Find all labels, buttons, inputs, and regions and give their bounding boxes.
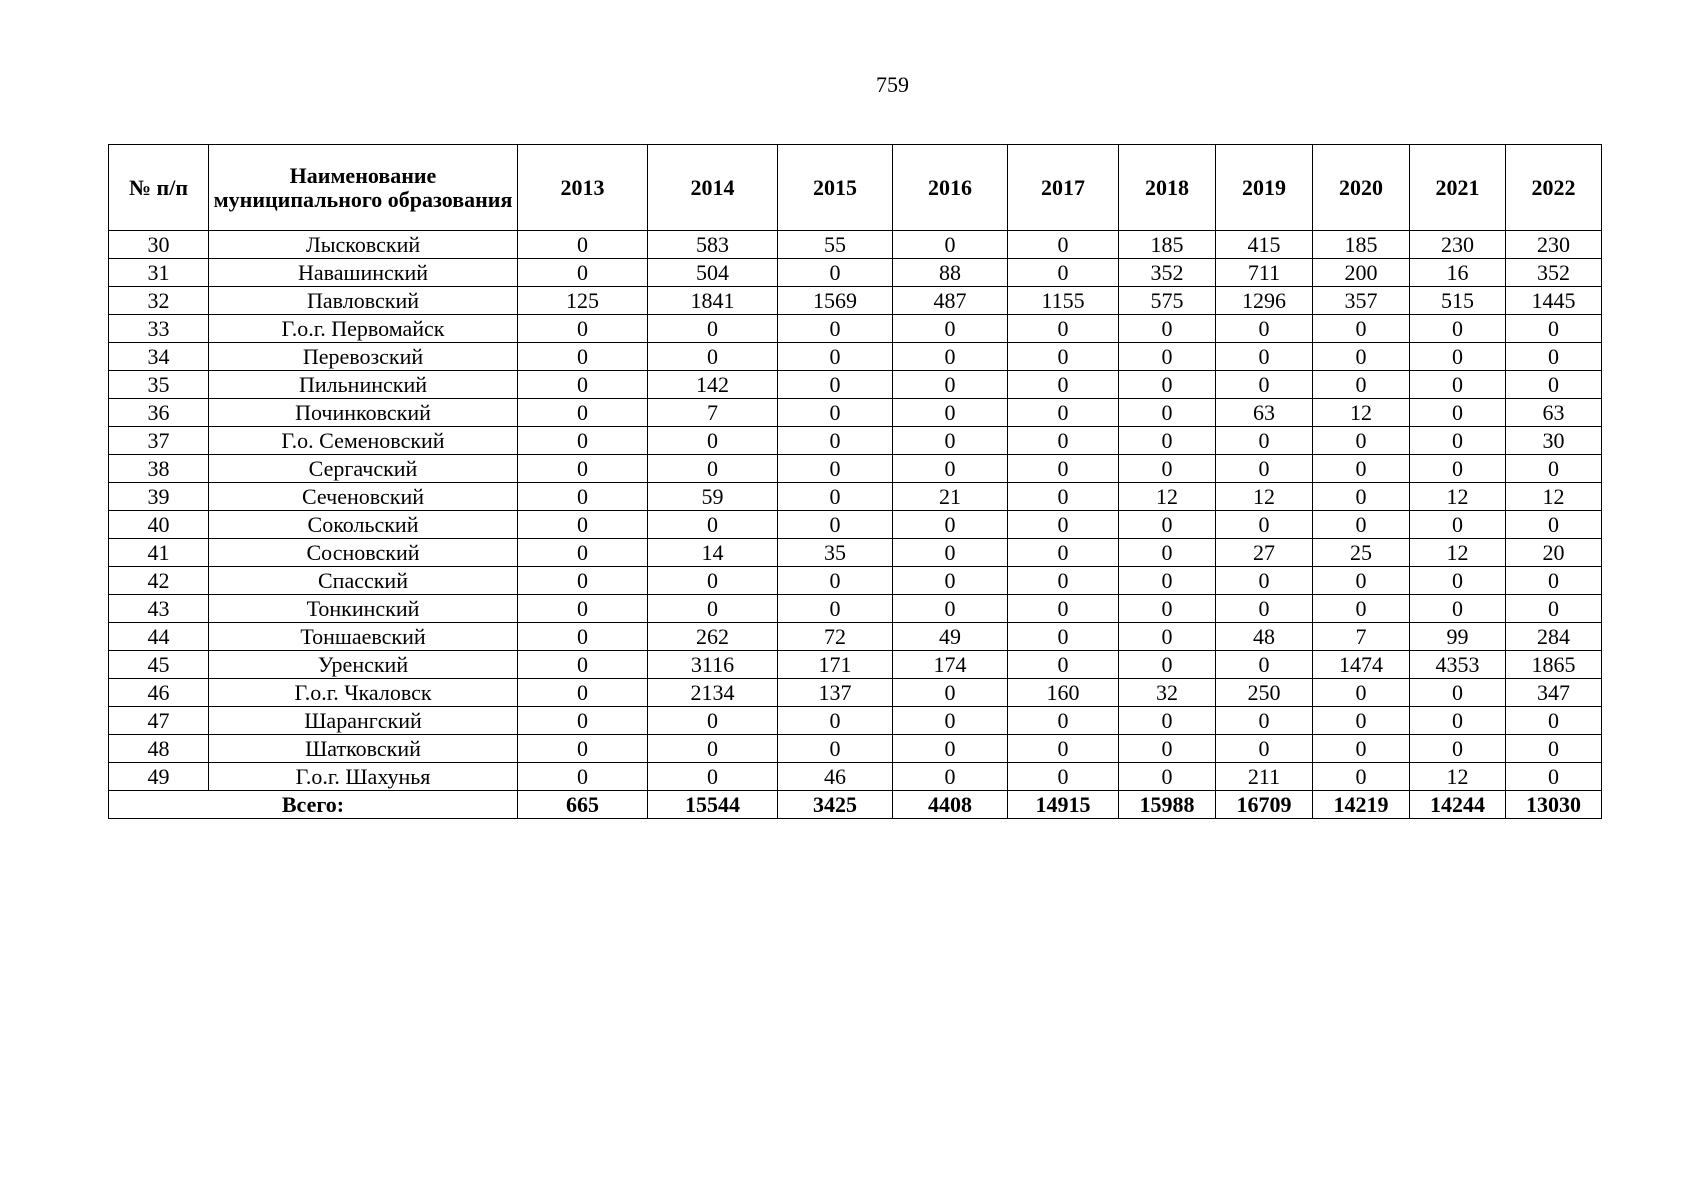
value-cell: 0	[518, 371, 648, 399]
value-cell: 0	[1313, 343, 1410, 371]
value-cell: 12	[1119, 483, 1216, 511]
municipality-name-cell: Навашинский	[209, 259, 518, 287]
value-cell: 0	[1216, 511, 1313, 539]
value-cell: 0	[1008, 651, 1119, 679]
value-cell: 230	[1410, 231, 1506, 259]
row-number-cell: 49	[109, 763, 209, 791]
value-cell: 0	[1506, 595, 1602, 623]
value-cell: 49	[893, 623, 1008, 651]
value-cell: 0	[1008, 399, 1119, 427]
table-row	[109, 231, 1602, 259]
value-cell: 352	[1506, 259, 1602, 287]
value-cell: 0	[1008, 511, 1119, 539]
value-cell: 0	[1119, 651, 1216, 679]
value-cell: 0	[1506, 707, 1602, 735]
value-cell: 0	[1008, 707, 1119, 735]
value-cell: 0	[1506, 567, 1602, 595]
value-cell: 0	[1410, 679, 1506, 707]
total-value: 15988	[1119, 791, 1216, 819]
value-cell: 0	[1313, 707, 1410, 735]
value-cell: 12	[1410, 483, 1506, 511]
total-value: 14219	[1313, 791, 1410, 819]
value-cell: 0	[778, 343, 893, 371]
municipality-name-cell: Г.о.г. Шахунья	[209, 763, 518, 791]
municipality-name-cell: Тоншаевский	[209, 623, 518, 651]
value-cell: 1296	[1216, 287, 1313, 315]
municipality-name-cell: Перевозский	[209, 343, 518, 371]
value-cell: 35	[778, 539, 893, 567]
total-value: 665	[518, 791, 648, 819]
value-cell: 0	[1313, 763, 1410, 791]
value-cell: 0	[1410, 371, 1506, 399]
municipality-name-cell: Тонкинский	[209, 595, 518, 623]
value-cell: 171	[778, 651, 893, 679]
value-cell: 0	[648, 707, 778, 735]
value-cell: 515	[1410, 287, 1506, 315]
table-row	[109, 315, 1602, 343]
value-cell: 0	[518, 343, 648, 371]
municipality-name-cell: Спасский	[209, 567, 518, 595]
value-cell: 160	[1008, 679, 1119, 707]
value-cell: 0	[648, 595, 778, 623]
value-cell: 230	[1506, 231, 1602, 259]
table-row	[109, 259, 1602, 287]
value-cell: 0	[778, 371, 893, 399]
value-cell: 0	[518, 679, 648, 707]
municipality-name-cell: Павловский	[209, 287, 518, 315]
page-number: 759	[876, 72, 909, 97]
table-row	[109, 371, 1602, 399]
row-number-cell: 40	[109, 511, 209, 539]
row-number-cell: 44	[109, 623, 209, 651]
header-cell-year: 2015	[778, 145, 893, 231]
table-row	[109, 287, 1602, 315]
header-cell-year: 2017	[1008, 145, 1119, 231]
value-cell: 583	[648, 231, 778, 259]
table-row	[109, 427, 1602, 455]
value-cell: 0	[648, 455, 778, 483]
value-cell: 1865	[1506, 651, 1602, 679]
value-cell: 0	[893, 679, 1008, 707]
row-number-cell: 38	[109, 455, 209, 483]
value-cell: 185	[1313, 231, 1410, 259]
value-cell: 0	[1119, 707, 1216, 735]
value-cell: 0	[1506, 735, 1602, 763]
value-cell: 347	[1506, 679, 1602, 707]
value-cell: 0	[893, 567, 1008, 595]
value-cell: 0	[518, 427, 648, 455]
header-cell-municipality: Наименование муниципального образования	[209, 145, 518, 231]
value-cell: 0	[1119, 735, 1216, 763]
value-cell: 174	[893, 651, 1008, 679]
table-row	[109, 623, 1602, 651]
municipality-name-cell: Г.о.г. Чкаловск	[209, 679, 518, 707]
row-number-cell: 35	[109, 371, 209, 399]
value-cell: 0	[1008, 595, 1119, 623]
municipality-name-cell: Пильнинский	[209, 371, 518, 399]
value-cell: 0	[893, 455, 1008, 483]
value-cell: 16	[1410, 259, 1506, 287]
value-cell: 0	[1216, 735, 1313, 763]
value-cell: 352	[1119, 259, 1216, 287]
row-number-cell: 37	[109, 427, 209, 455]
value-cell: 20	[1506, 539, 1602, 567]
total-value: 14915	[1008, 791, 1119, 819]
total-value: 15544	[648, 791, 778, 819]
value-cell: 0	[1216, 651, 1313, 679]
value-cell: 12	[1506, 483, 1602, 511]
value-cell: 0	[778, 483, 893, 511]
value-cell: 0	[778, 259, 893, 287]
value-cell: 88	[893, 259, 1008, 287]
value-cell: 0	[1313, 483, 1410, 511]
value-cell: 0	[1008, 231, 1119, 259]
value-cell: 0	[778, 735, 893, 763]
value-cell: 0	[893, 399, 1008, 427]
municipality-name-cell: Шатковский	[209, 735, 518, 763]
value-cell: 7	[1313, 623, 1410, 651]
header-cell-year: 2020	[1313, 145, 1410, 231]
value-cell: 200	[1313, 259, 1410, 287]
row-number-cell: 43	[109, 595, 209, 623]
value-cell: 0	[1313, 455, 1410, 483]
value-cell: 211	[1216, 763, 1313, 791]
value-cell: 0	[518, 259, 648, 287]
value-cell: 0	[518, 735, 648, 763]
value-cell: 0	[1410, 455, 1506, 483]
value-cell: 0	[1313, 427, 1410, 455]
total-value: 16709	[1216, 791, 1313, 819]
value-cell: 0	[1506, 763, 1602, 791]
value-cell: 0	[518, 567, 648, 595]
table-row	[109, 651, 1602, 679]
value-cell: 1155	[1008, 287, 1119, 315]
table-row	[109, 567, 1602, 595]
municipality-name-cell: Г.о.г. Первомайск	[209, 315, 518, 343]
value-cell: 0	[1008, 539, 1119, 567]
table-row	[109, 539, 1602, 567]
table-row	[109, 399, 1602, 427]
value-cell: 0	[648, 315, 778, 343]
value-cell: 0	[518, 231, 648, 259]
table-row	[109, 735, 1602, 763]
value-cell: 48	[1216, 623, 1313, 651]
value-cell: 0	[1216, 455, 1313, 483]
value-cell: 0	[1119, 511, 1216, 539]
value-cell: 0	[1119, 623, 1216, 651]
value-cell: 0	[1216, 343, 1313, 371]
row-number-cell: 47	[109, 707, 209, 735]
value-cell: 0	[1410, 511, 1506, 539]
value-cell: 0	[1008, 763, 1119, 791]
header-cell-year: 2018	[1119, 145, 1216, 231]
value-cell: 1474	[1313, 651, 1410, 679]
table-row	[109, 763, 1602, 791]
total-value: 14244	[1410, 791, 1506, 819]
municipality-name-cell: Сокольский	[209, 511, 518, 539]
total-value: 3425	[778, 791, 893, 819]
value-cell: 72	[778, 623, 893, 651]
value-cell: 0	[1119, 399, 1216, 427]
value-cell: 0	[518, 763, 648, 791]
table-row	[109, 343, 1602, 371]
value-cell: 575	[1119, 287, 1216, 315]
value-cell: 0	[1119, 539, 1216, 567]
total-value: 13030	[1506, 791, 1602, 819]
header-row	[109, 145, 1602, 231]
value-cell: 0	[893, 371, 1008, 399]
value-cell: 0	[778, 511, 893, 539]
value-cell: 0	[1410, 399, 1506, 427]
table-row	[109, 679, 1602, 707]
value-cell: 0	[648, 511, 778, 539]
total-row	[109, 791, 1602, 819]
header-cell-year: 2019	[1216, 145, 1313, 231]
value-cell: 0	[1313, 315, 1410, 343]
value-cell: 0	[1216, 315, 1313, 343]
table-footer	[109, 791, 1602, 819]
value-cell: 0	[518, 623, 648, 651]
value-cell: 0	[518, 707, 648, 735]
table-header	[109, 145, 1602, 231]
value-cell: 262	[648, 623, 778, 651]
value-cell: 0	[1119, 763, 1216, 791]
value-cell: 0	[1119, 427, 1216, 455]
municipality-name-cell: Сосновский	[209, 539, 518, 567]
value-cell: 1569	[778, 287, 893, 315]
municipality-name-cell: Г.о. Семеновский	[209, 427, 518, 455]
value-cell: 4353	[1410, 651, 1506, 679]
value-cell: 0	[1008, 427, 1119, 455]
value-cell: 0	[893, 427, 1008, 455]
value-cell: 12	[1410, 763, 1506, 791]
value-cell: 0	[1008, 343, 1119, 371]
value-cell: 0	[1008, 315, 1119, 343]
value-cell: 27	[1216, 539, 1313, 567]
row-number-cell: 31	[109, 259, 209, 287]
value-cell: 0	[778, 567, 893, 595]
value-cell: 0	[1410, 315, 1506, 343]
value-cell: 0	[1313, 595, 1410, 623]
municipality-name-cell: Сергачский	[209, 455, 518, 483]
value-cell: 0	[1119, 595, 1216, 623]
value-cell: 0	[893, 735, 1008, 763]
municipality-name-cell: Лысковский	[209, 231, 518, 259]
value-cell: 125	[518, 287, 648, 315]
value-cell: 0	[648, 763, 778, 791]
value-cell: 0	[1008, 623, 1119, 651]
value-cell: 0	[778, 707, 893, 735]
value-cell: 0	[518, 651, 648, 679]
row-number-cell: 39	[109, 483, 209, 511]
value-cell: 0	[893, 511, 1008, 539]
value-cell: 0	[1506, 343, 1602, 371]
value-cell: 0	[1410, 343, 1506, 371]
header-cell-year: 2021	[1410, 145, 1506, 231]
value-cell: 12	[1313, 399, 1410, 427]
value-cell: 0	[648, 735, 778, 763]
value-cell: 0	[518, 483, 648, 511]
value-cell: 12	[1216, 483, 1313, 511]
row-number-cell: 46	[109, 679, 209, 707]
value-cell: 0	[893, 231, 1008, 259]
header-cell-year: 2016	[893, 145, 1008, 231]
value-cell: 0	[1506, 371, 1602, 399]
value-cell: 0	[1119, 315, 1216, 343]
row-number-cell: 33	[109, 315, 209, 343]
value-cell: 0	[1119, 343, 1216, 371]
data-table	[108, 144, 1602, 819]
value-cell: 0	[518, 399, 648, 427]
value-cell: 0	[1008, 735, 1119, 763]
value-cell: 0	[1008, 259, 1119, 287]
value-cell: 0	[1119, 371, 1216, 399]
row-number-cell: 45	[109, 651, 209, 679]
value-cell: 0	[1410, 427, 1506, 455]
value-cell: 0	[518, 455, 648, 483]
value-cell: 0	[1506, 455, 1602, 483]
value-cell: 0	[778, 427, 893, 455]
value-cell: 0	[1119, 455, 1216, 483]
total-label: Всего:	[109, 791, 518, 819]
value-cell: 0	[893, 707, 1008, 735]
value-cell: 137	[778, 679, 893, 707]
value-cell: 711	[1216, 259, 1313, 287]
value-cell: 415	[1216, 231, 1313, 259]
value-cell: 504	[648, 259, 778, 287]
value-cell: 0	[893, 315, 1008, 343]
value-cell: 250	[1216, 679, 1313, 707]
row-number-cell: 36	[109, 399, 209, 427]
value-cell: 30	[1506, 427, 1602, 455]
value-cell: 0	[1410, 595, 1506, 623]
row-number-cell: 48	[109, 735, 209, 763]
row-number-cell: 34	[109, 343, 209, 371]
value-cell: 21	[893, 483, 1008, 511]
table-row	[109, 595, 1602, 623]
value-cell: 0	[1216, 567, 1313, 595]
value-cell: 0	[518, 595, 648, 623]
header-cell-number: № п/п	[109, 145, 209, 231]
value-cell: 0	[1008, 455, 1119, 483]
value-cell: 185	[1119, 231, 1216, 259]
municipality-name-cell: Уренский	[209, 651, 518, 679]
value-cell: 0	[893, 539, 1008, 567]
value-cell: 0	[648, 343, 778, 371]
municipality-name-cell: Сеченовский	[209, 483, 518, 511]
value-cell: 7	[648, 399, 778, 427]
value-cell: 0	[1313, 511, 1410, 539]
total-value: 4408	[893, 791, 1008, 819]
value-cell: 0	[1313, 735, 1410, 763]
value-cell: 0	[893, 343, 1008, 371]
municipality-name-cell: Починковский	[209, 399, 518, 427]
municipality-name-cell: Шарангский	[209, 707, 518, 735]
value-cell: 3116	[648, 651, 778, 679]
value-cell: 2134	[648, 679, 778, 707]
value-cell: 0	[1216, 371, 1313, 399]
value-cell: 284	[1506, 623, 1602, 651]
value-cell: 0	[1313, 679, 1410, 707]
value-cell: 25	[1313, 539, 1410, 567]
row-number-cell: 42	[109, 567, 209, 595]
value-cell: 1445	[1506, 287, 1602, 315]
value-cell: 0	[1506, 315, 1602, 343]
value-cell: 14	[648, 539, 778, 567]
value-cell: 0	[1313, 567, 1410, 595]
value-cell: 0	[778, 315, 893, 343]
value-cell: 0	[518, 315, 648, 343]
value-cell: 1841	[648, 287, 778, 315]
table-row	[109, 483, 1602, 511]
value-cell: 0	[1008, 567, 1119, 595]
value-cell: 0	[1313, 371, 1410, 399]
table-row	[109, 511, 1602, 539]
table-row	[109, 455, 1602, 483]
value-cell: 487	[893, 287, 1008, 315]
value-cell: 63	[1506, 399, 1602, 427]
value-cell: 0	[893, 763, 1008, 791]
value-cell: 0	[518, 539, 648, 567]
value-cell: 0	[1119, 567, 1216, 595]
value-cell: 0	[778, 595, 893, 623]
value-cell: 0	[1216, 595, 1313, 623]
value-cell: 0	[648, 427, 778, 455]
row-number-cell: 32	[109, 287, 209, 315]
value-cell: 0	[778, 455, 893, 483]
value-cell: 99	[1410, 623, 1506, 651]
table-body	[109, 231, 1602, 791]
value-cell: 0	[648, 567, 778, 595]
value-cell: 0	[1216, 707, 1313, 735]
value-cell: 32	[1119, 679, 1216, 707]
row-number-cell: 41	[109, 539, 209, 567]
value-cell: 142	[648, 371, 778, 399]
value-cell: 12	[1410, 539, 1506, 567]
value-cell: 0	[518, 511, 648, 539]
row-number-cell: 30	[109, 231, 209, 259]
value-cell: 0	[1410, 567, 1506, 595]
value-cell: 0	[1008, 483, 1119, 511]
value-cell: 55	[778, 231, 893, 259]
value-cell: 0	[1008, 371, 1119, 399]
header-cell-year: 2022	[1506, 145, 1602, 231]
value-cell: 0	[1410, 735, 1506, 763]
table-row	[109, 707, 1602, 735]
value-cell: 63	[1216, 399, 1313, 427]
value-cell: 0	[1216, 427, 1313, 455]
value-cell: 0	[1506, 511, 1602, 539]
header-cell-year: 2014	[648, 145, 778, 231]
value-cell: 0	[1410, 707, 1506, 735]
value-cell: 46	[778, 763, 893, 791]
value-cell: 0	[893, 595, 1008, 623]
value-cell: 357	[1313, 287, 1410, 315]
value-cell: 0	[778, 399, 893, 427]
value-cell: 59	[648, 483, 778, 511]
header-cell-year: 2013	[518, 145, 648, 231]
